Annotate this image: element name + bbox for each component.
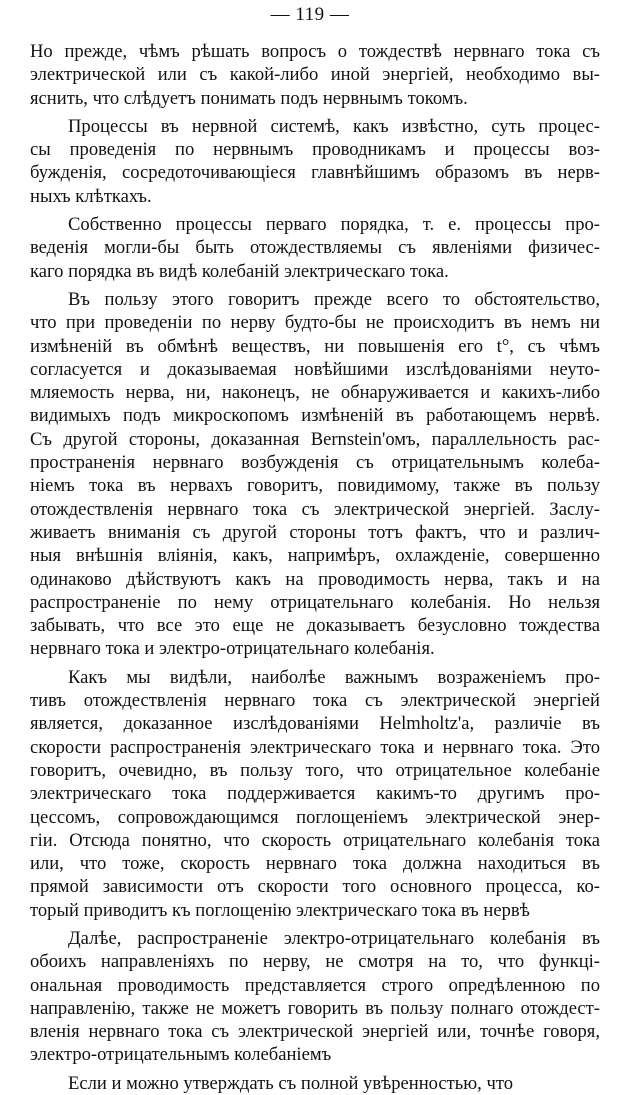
page-number: — 119 — [270,4,350,25]
text-line: говоритъ, очевидно, въ пользу того, что отрицательное колебаніе [30,759,600,781]
text-line: бужденія, сосредоточивающіеся главнѣйшимъ образомъ въ нерв- [30,162,600,184]
text-line: Собственно процессы перваго порядка, т. е. процессы про- [68,214,600,236]
text-line: Далѣе, распространеніе электро-отрицательнаго колебанія въ [68,927,600,949]
text-line: пространенія нервнаго возбужденія съ отрицательнымъ колеба- [30,452,600,474]
text-line: обоихъ направленіяхъ по нерву, не смотря на то, что функці- [30,951,600,973]
paragraph [30,213,600,283]
text-line: скорости распространенія электрическаго тока и нервнаго тока. Это [30,736,600,758]
text-line: нервнаго тока и электро-отрицательнаго колебанія. [30,638,435,660]
text-line: торый приводитъ къ поглощенію электрическаго тока въ нервѣ [30,899,530,921]
text-line: отождествленія нервнаго тока съ электрической энергіей. Заслу- [30,498,600,520]
text-line: ніемъ тока въ нервахъ говоритъ, повидимому, также въ пользу [30,475,600,497]
text-line: каго порядка въ видѣ колебаній электрическаго тока. [30,260,449,282]
text-line: Если и можно утверждать съ полной увѣренностью, что [68,1072,514,1094]
text-line: является, доказанное изслѣдованіями Helmholtz'a, различіе въ [30,713,600,735]
text-line: живаетъ вниманія съ другой стороны тотъ фактъ, что и различ- [30,521,600,543]
text-line: ныя внѣшнія вліянія, какъ, напримѣръ, охлажденіе, совершенно [30,545,600,567]
text-line: сы проведенія по нервнымъ проводникамъ и процессы воз- [30,139,600,161]
paragraph [30,40,600,110]
text-line: прямой зависимости отъ скорости того основного процесса, ко- [30,876,600,898]
text-line: веденія могли-бы быть отождествляемы съ явленіями физичес- [30,237,600,259]
text-line: измѣненій въ обмѣнѣ веществъ, ни повышенія его t°, съ чѣмъ [30,335,600,357]
paragraph [30,115,600,208]
text-line: забывать, что все это еще не доказываетъ безусловно тождества [30,615,600,637]
text-line: электрической или съ какой-либо иной энергіей, необходимо вы- [30,64,600,86]
text-line: электро-отрицательнымъ колебаніемъ [30,1044,332,1066]
text-line: ныхъ клѣткахъ. [30,185,152,207]
text-line: Но прежде, чѣмъ рѣшать вопросъ о тождествѣ нервнаго тока съ [30,41,600,62]
text-line: одинаково дѣйствуютъ какъ на проводимость нерва, такъ и на [30,568,600,590]
paragraph [30,288,600,661]
text-line: Какъ мы видѣли, наиболѣе важнымъ возраженіемъ про- [68,666,600,688]
text-line: мляемость нерва, ни, наконецъ, не обнаруживается и какихъ-либо [30,382,600,404]
text-line: электрическаго тока поддерживается какимъ-то другимъ про- [30,783,600,805]
text-line: согласуется и доказываемая новѣйшими изслѣдованіями неуто- [30,358,600,380]
text-line: Въ пользу этого говоритъ прежде всего то обстоятельство, [68,288,600,310]
paragraph [30,1072,600,1095]
text-line: или, что тоже, скорость нервнаго тока должна находиться въ [30,853,600,875]
text-line: распространеніе по нему отрицательнаго колебанія. Но нельзя [30,591,600,613]
text-line: направленію, также не можетъ говорить въ пользу полнаго отождест- [30,997,600,1019]
paragraph [30,927,600,1067]
text-line: что при проведеніи по нерву будто-бы не происходитъ въ немъ ни [30,312,600,334]
text-line: яснить, что слѣдуетъ понимать подъ нервнымъ токомъ. [30,87,468,109]
text-line: ональная проводимость представляется строго опредѣленною по [30,974,600,996]
text-line: Процессы въ нервной системѣ, какъ извѣстно, суть процес- [68,115,600,137]
text-line: цессомъ, сопровождающимся поглощеніемъ электрической энер- [30,806,600,828]
text-line: видимыхъ подъ микроскопомъ измѣненій въ работающемъ нервѣ. [30,405,600,427]
body-text [30,40,600,1095]
text-line: гіи. Отсюда понятно, что скорость отрицательнаго колебанія тока [30,829,600,851]
text-line: вленія нервнаго тока съ электрической энергіей или, точнѣе говоря, [30,1021,600,1043]
paragraph [30,666,600,922]
text-line: Съ другой стороны, доказанная Bernstein'омъ, параллельность рас- [30,428,600,450]
text-line: тивъ отождествленія нервнаго тока съ электрической энергіей [30,690,600,712]
